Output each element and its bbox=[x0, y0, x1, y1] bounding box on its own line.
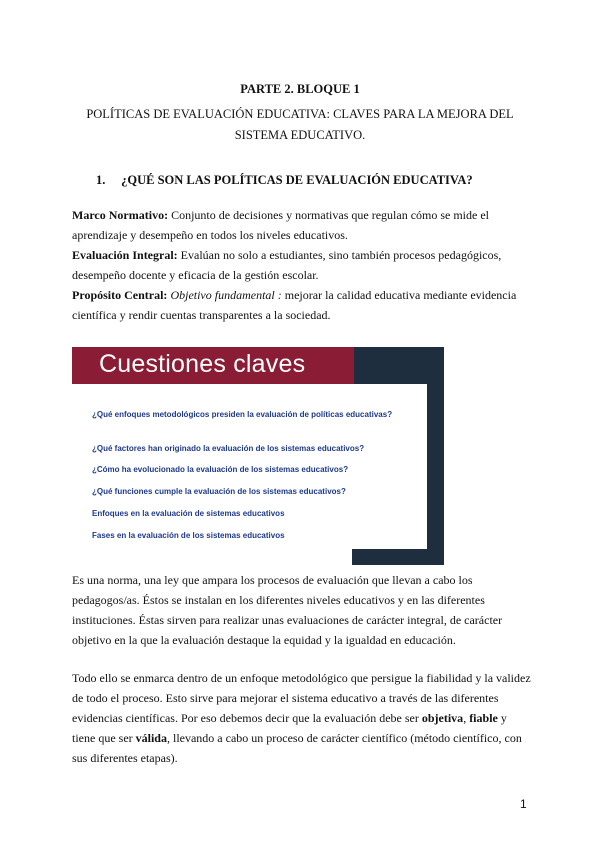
definition-term: Evaluación Integral: bbox=[72, 248, 178, 262]
slide-question: Enfoques en la evaluación de sistemas educativos bbox=[92, 509, 285, 518]
slide-question: ¿Qué funciones cumple la evaluación de los sistemas educativos? bbox=[92, 487, 346, 496]
definition-term: Propósito Central: bbox=[72, 288, 168, 302]
section-title: ¿QUÉ SON LAS POLÍTICAS DE EVALUACIÓN EDUCATIVA? bbox=[121, 173, 473, 187]
emphasis-fiable: fiable bbox=[469, 711, 498, 725]
paragraph-text: y tiene que ser bbox=[72, 711, 507, 745]
paragraph-text: , llevando a cabo un proceso de carácter científico (método científico, con sus diferentes etapas). bbox=[72, 731, 522, 765]
body-paragraph bbox=[72, 668, 532, 768]
slide-question: Fases en la evaluación de los sistemas educativos bbox=[92, 531, 285, 540]
document-subtitle: POLÍTICAS DE EVALUACIÓN EDUCATIVA: CLAVES PARA LA MEJORA DEL SISTEMA EDUCATIVO. bbox=[86, 107, 514, 142]
definition-italic: Objetivo fundamental : bbox=[170, 288, 282, 302]
part-heading: PARTE 2. BLOQUE 1 bbox=[240, 82, 360, 96]
definition-item bbox=[72, 205, 532, 245]
emphasis-objetiva: objetiva bbox=[421, 711, 464, 725]
definitions-block bbox=[72, 205, 532, 325]
definition-text: Conjunto de decisiones y normativas que regulan cómo se mide el aprendizaje y desempeño en todos los niveles educativos. bbox=[72, 208, 490, 242]
slide-title: Cuestiones claves bbox=[99, 350, 306, 378]
body-paragraph: Es una norma, una ley que ampara los procesos de evaluación que llevan a cabo los pedagogos/as. Éstos se instalan en los diferentes niveles educativos y en las diferentes instituciones. Éstas sirven para realizar unas evaluaciones de carácter integral, de carácter objetivo en la que la evaluación destaque la equidad y la igualdad en educación. bbox=[72, 573, 503, 647]
slide-question: ¿Qué factores han originado la evaluación de los sistemas educativos? bbox=[92, 444, 365, 453]
section-heading bbox=[96, 173, 473, 188]
key-questions-slide bbox=[72, 347, 444, 565]
section-number: 1. bbox=[96, 173, 106, 187]
emphasis-valida: válida bbox=[135, 731, 167, 745]
slide-question: ¿Cómo ha evolucionado la evaluación de los sistemas educativos? bbox=[92, 465, 349, 474]
paragraph-text: Todo ello se enmarca dentro de un enfoque metodológico que persigue la fiabilidad y la validez de todo el proceso. Esto sirve para mejorar el sistema educativo a través de las diferentes evidencias científicas. Por eso debemos decir que la evaluación debe ser bbox=[72, 671, 531, 725]
slide-question: ¿Qué enfoques metodológicos presiden la evaluación de políticas educativas? bbox=[92, 410, 393, 419]
definition-text: mejorar la calidad educativa mediante evidencia científica y rendir cuentas transparentes a la sociedad. bbox=[72, 288, 517, 322]
definition-item bbox=[72, 285, 532, 325]
paragraph-text: , bbox=[463, 711, 470, 725]
slide-title-bar bbox=[72, 347, 354, 384]
definition-item bbox=[72, 245, 532, 285]
definition-term: Marco Normativo: bbox=[72, 208, 169, 222]
definition-text: Evalúan no solo a estudiantes, sino también procesos pedagógicos, desempeño docente y eficacia de la gestión escolar. bbox=[72, 248, 502, 282]
page-number: 1 bbox=[520, 797, 527, 811]
